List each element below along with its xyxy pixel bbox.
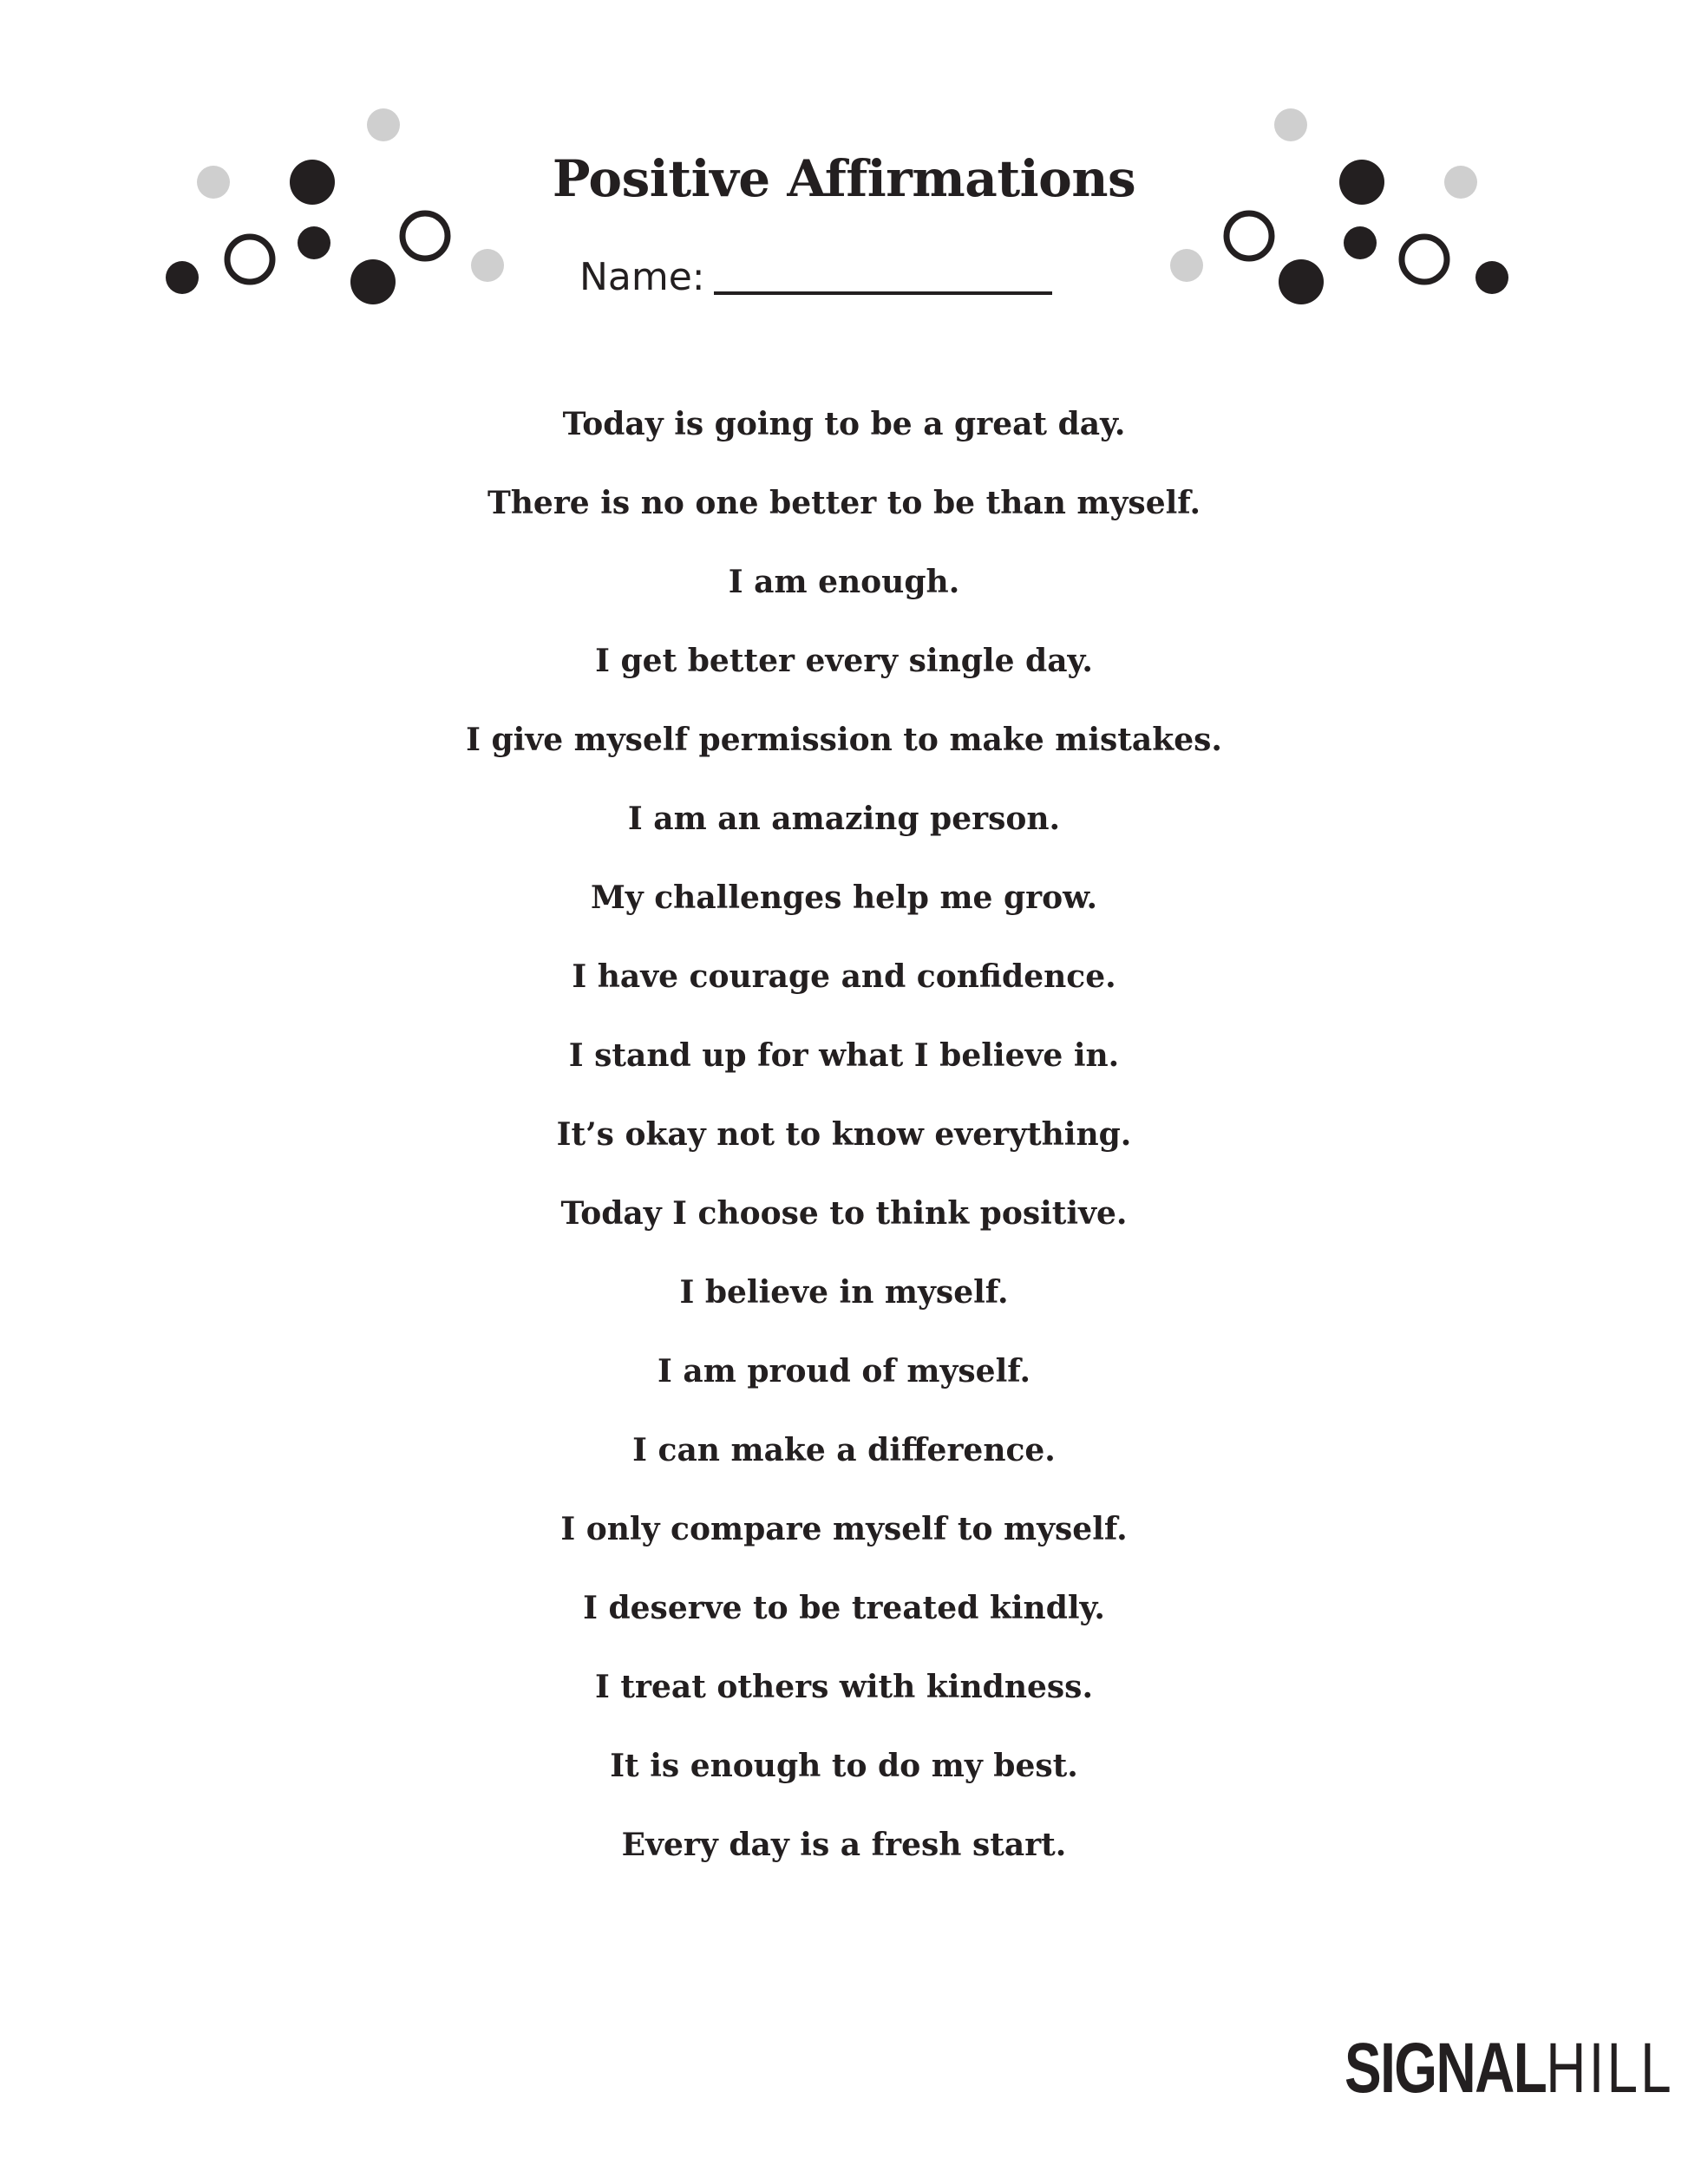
affirmation-item: I can make a difference. bbox=[632, 1432, 1056, 1468]
affirmation-item: I stand up for what I believe in. bbox=[568, 1037, 1120, 1074]
decorative-dots-left bbox=[147, 95, 512, 321]
ring-dot bbox=[227, 237, 272, 282]
affirmation-item: I am proud of myself. bbox=[658, 1353, 1030, 1390]
affirmation-item: It is enough to do my best. bbox=[610, 1748, 1078, 1784]
affirmation-item: Every day is a fresh start. bbox=[621, 1827, 1067, 1863]
affirmation-item: My challenges help me grow. bbox=[590, 879, 1098, 916]
dark-dot bbox=[166, 261, 199, 294]
dark-dot bbox=[1279, 259, 1324, 304]
affirmation-item: I treat others with kindness. bbox=[595, 1669, 1093, 1705]
ring-dot bbox=[1227, 213, 1272, 258]
ring-dot bbox=[1402, 237, 1447, 282]
light-dot bbox=[1170, 249, 1203, 282]
affirmation-item: It’s okay not to know everything. bbox=[556, 1116, 1132, 1153]
affirmation-item: Today I choose to think positive. bbox=[560, 1195, 1128, 1232]
signalhill-logo bbox=[1345, 2021, 1674, 2116]
affirmation-item: I give myself permission to make mistakes. bbox=[466, 722, 1222, 758]
affirmation-item: I get better every single day. bbox=[595, 643, 1093, 679]
ring-dot bbox=[402, 213, 448, 258]
affirmation-item: I believe in myself. bbox=[679, 1274, 1009, 1311]
logo-text-signal: SIGNAL bbox=[1345, 2029, 1547, 2108]
dark-dot bbox=[350, 259, 396, 304]
name-label: Name: bbox=[579, 255, 705, 299]
affirmation-item: I am enough. bbox=[728, 564, 960, 600]
dark-dot bbox=[1344, 226, 1377, 259]
affirmation-item: I deserve to be treated kindly. bbox=[583, 1590, 1105, 1626]
decorative-dots-right bbox=[1162, 95, 1527, 321]
light-dot bbox=[367, 108, 400, 141]
affirmation-item: I am an amazing person. bbox=[627, 801, 1061, 837]
affirmation-item: Today is going to be a great day. bbox=[562, 406, 1126, 442]
name-write-line[interactable] bbox=[714, 291, 1052, 295]
light-dot bbox=[471, 249, 504, 282]
page-title: Positive Affirmations bbox=[552, 149, 1136, 208]
light-dot bbox=[1274, 108, 1307, 141]
affirmation-item: I have courage and confidence. bbox=[572, 958, 1116, 995]
affirmation-list bbox=[0, 401, 1688, 1900]
dots-cluster-right-icon bbox=[1162, 95, 1527, 321]
logo-text-hill: HILL bbox=[1546, 2029, 1674, 2108]
affirmation-item: I only compare myself to myself. bbox=[560, 1511, 1128, 1547]
affirmation-item: There is no one better to be than myself. bbox=[487, 485, 1201, 521]
dark-dot bbox=[1475, 261, 1508, 294]
dots-cluster-left-icon bbox=[147, 95, 512, 321]
name-field-row bbox=[579, 248, 1065, 300]
dark-dot bbox=[298, 226, 330, 259]
